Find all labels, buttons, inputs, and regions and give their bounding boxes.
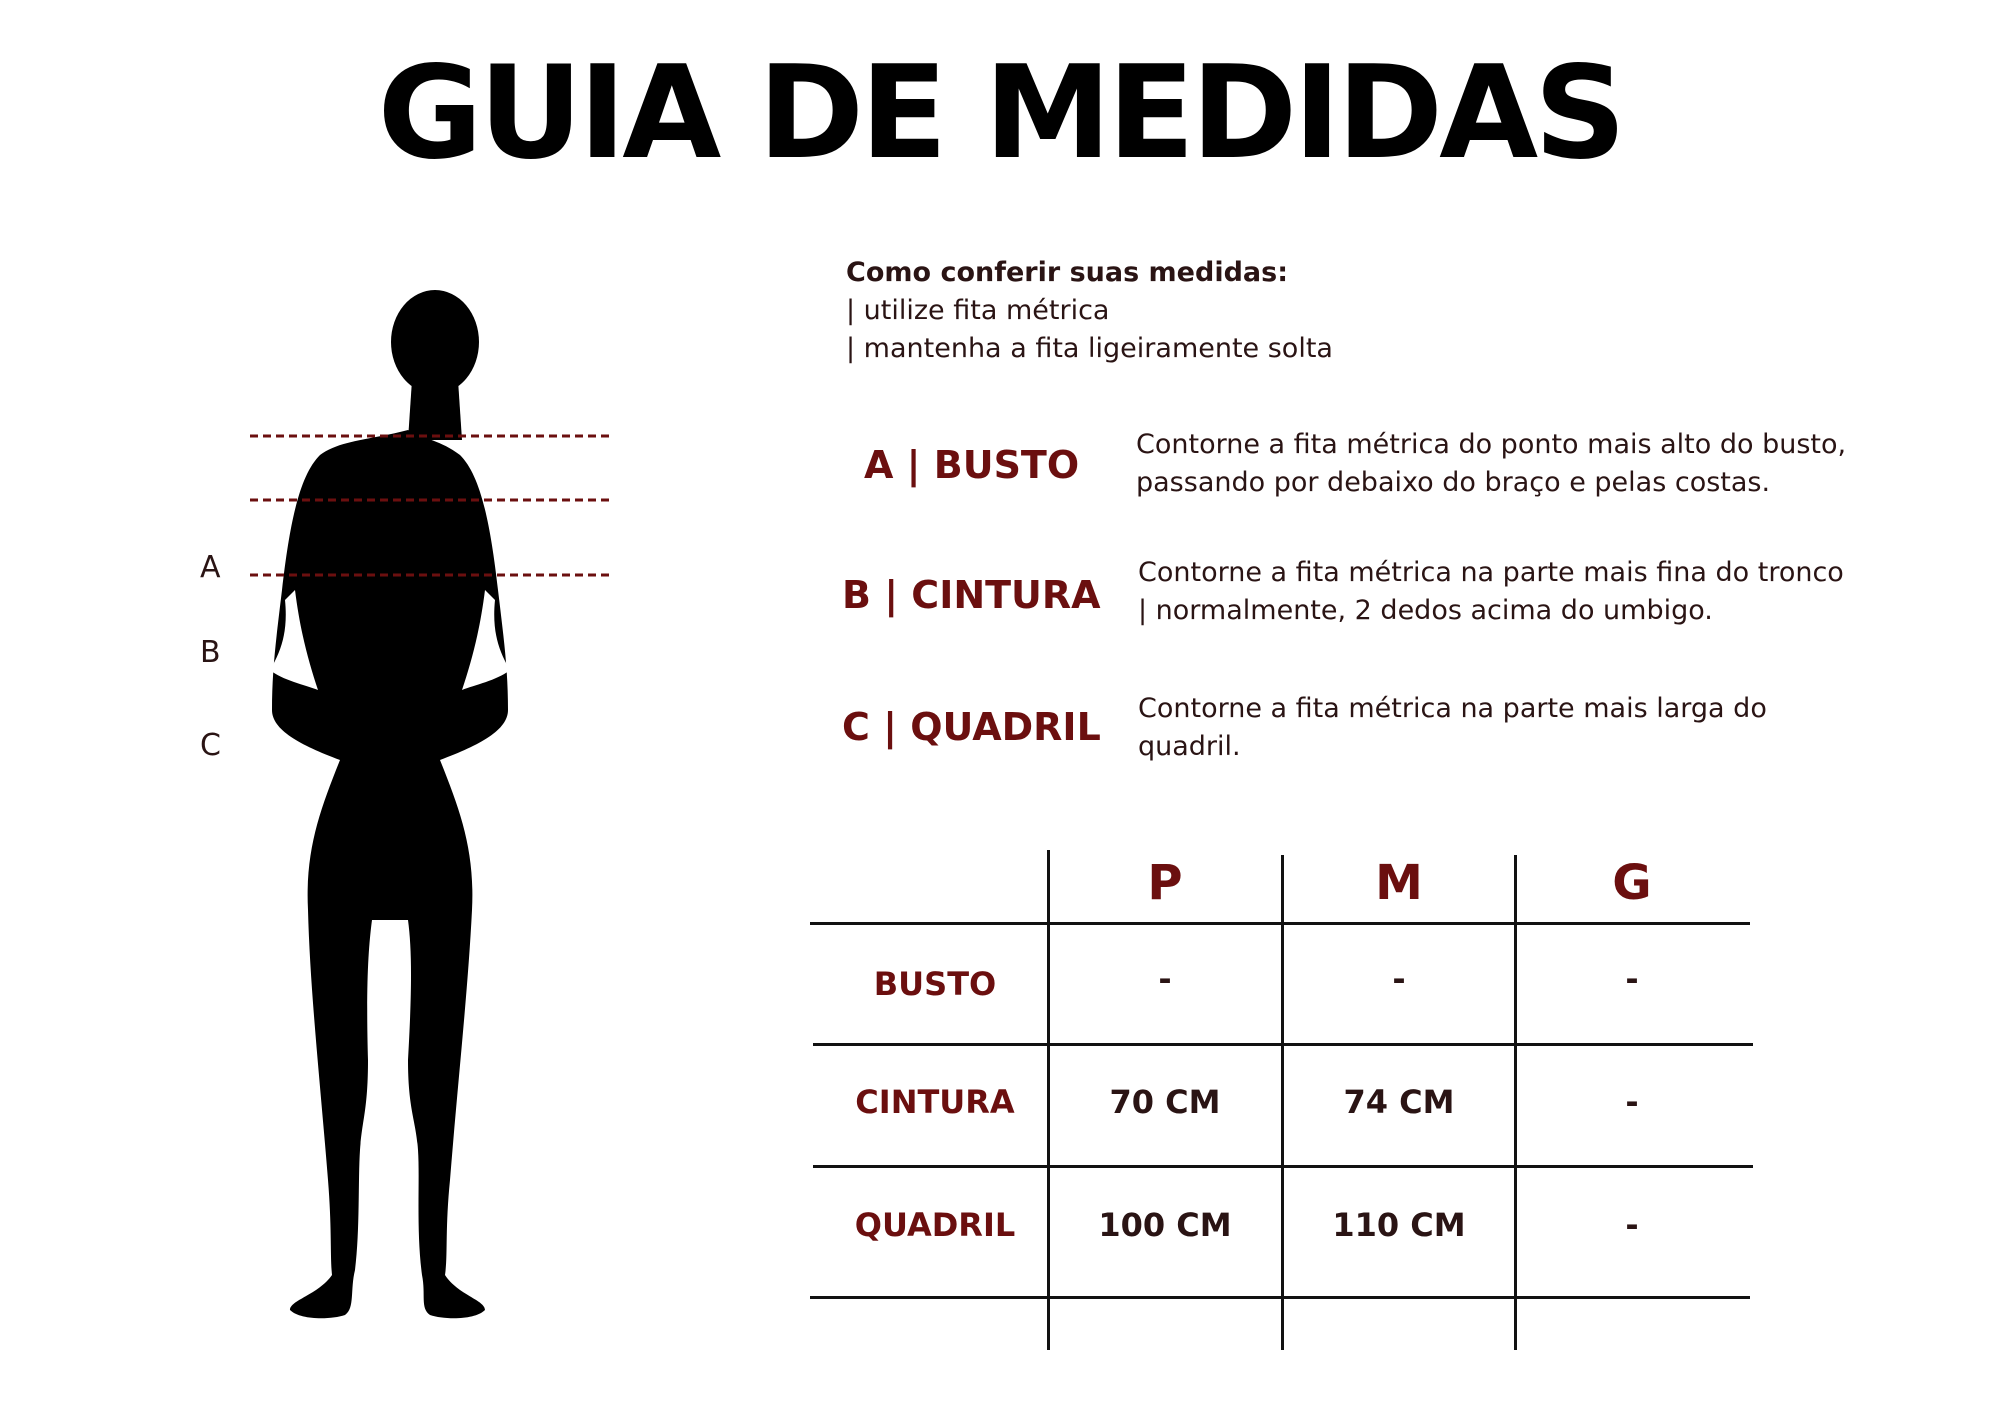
measure-label-waist: B | CINTURA [842,573,1101,617]
col-header-g: G [1612,855,1652,911]
measure-desc-hip [1138,690,1898,766]
desc-line: Contorne a fita métrica do ponto mais alto do busto, [1136,429,1847,460]
page-title: GUIA DE MEDIDAS [377,39,1623,188]
marker-a: A [200,550,221,585]
row-header-hip: QUADRIL [854,1206,1016,1244]
table-cell: - [1392,960,1406,998]
col-header-m: M [1375,855,1423,911]
col-header-p: P [1147,855,1183,911]
marker-b: B [200,635,221,670]
table-cell: - [1625,1083,1639,1121]
desc-line: | normalmente, 2 dedos acima do umbigo. [1138,595,1713,626]
measure-desc-waist [1138,554,1898,630]
measure-label-bust: A | BUSTO [864,443,1080,487]
table-cell: - [1625,960,1639,998]
desc-line: passando por debaixo do braço e pelas costas. [1136,467,1771,498]
woman-silhouette-icon [190,290,650,1330]
marker-c: C [200,728,221,763]
measure-label-hip: C | QUADRIL [842,705,1101,749]
body-silhouette-figure [190,290,650,1330]
row-header-bust: BUSTO [873,965,997,1003]
table-cell: 100 CM [1098,1206,1232,1244]
table-cell: 74 CM [1343,1083,1455,1121]
measure-desc-bust [1136,426,1896,502]
desc-line: Contorne a fita métrica na parte mais larga do [1138,693,1767,724]
how-to-line: | mantenha a fita ligeiramente solta [846,333,1333,364]
row-header-waist: CINTURA [855,1083,1015,1121]
how-to-heading: Como conferir suas medidas: [846,257,1288,288]
how-to-section [846,254,1333,368]
desc-line: Contorne a fita métrica na parte mais fina do tronco [1138,557,1844,588]
table-cell: 110 CM [1332,1206,1466,1244]
table-cell: - [1625,1206,1639,1244]
desc-line: quadril. [1138,731,1241,762]
how-to-line: | utilize fita métrica [846,295,1110,326]
table-cell: - [1158,960,1172,998]
table-cell: 70 CM [1109,1083,1221,1121]
table-rule [810,1296,1750,1299]
table-rule [810,922,1750,925]
